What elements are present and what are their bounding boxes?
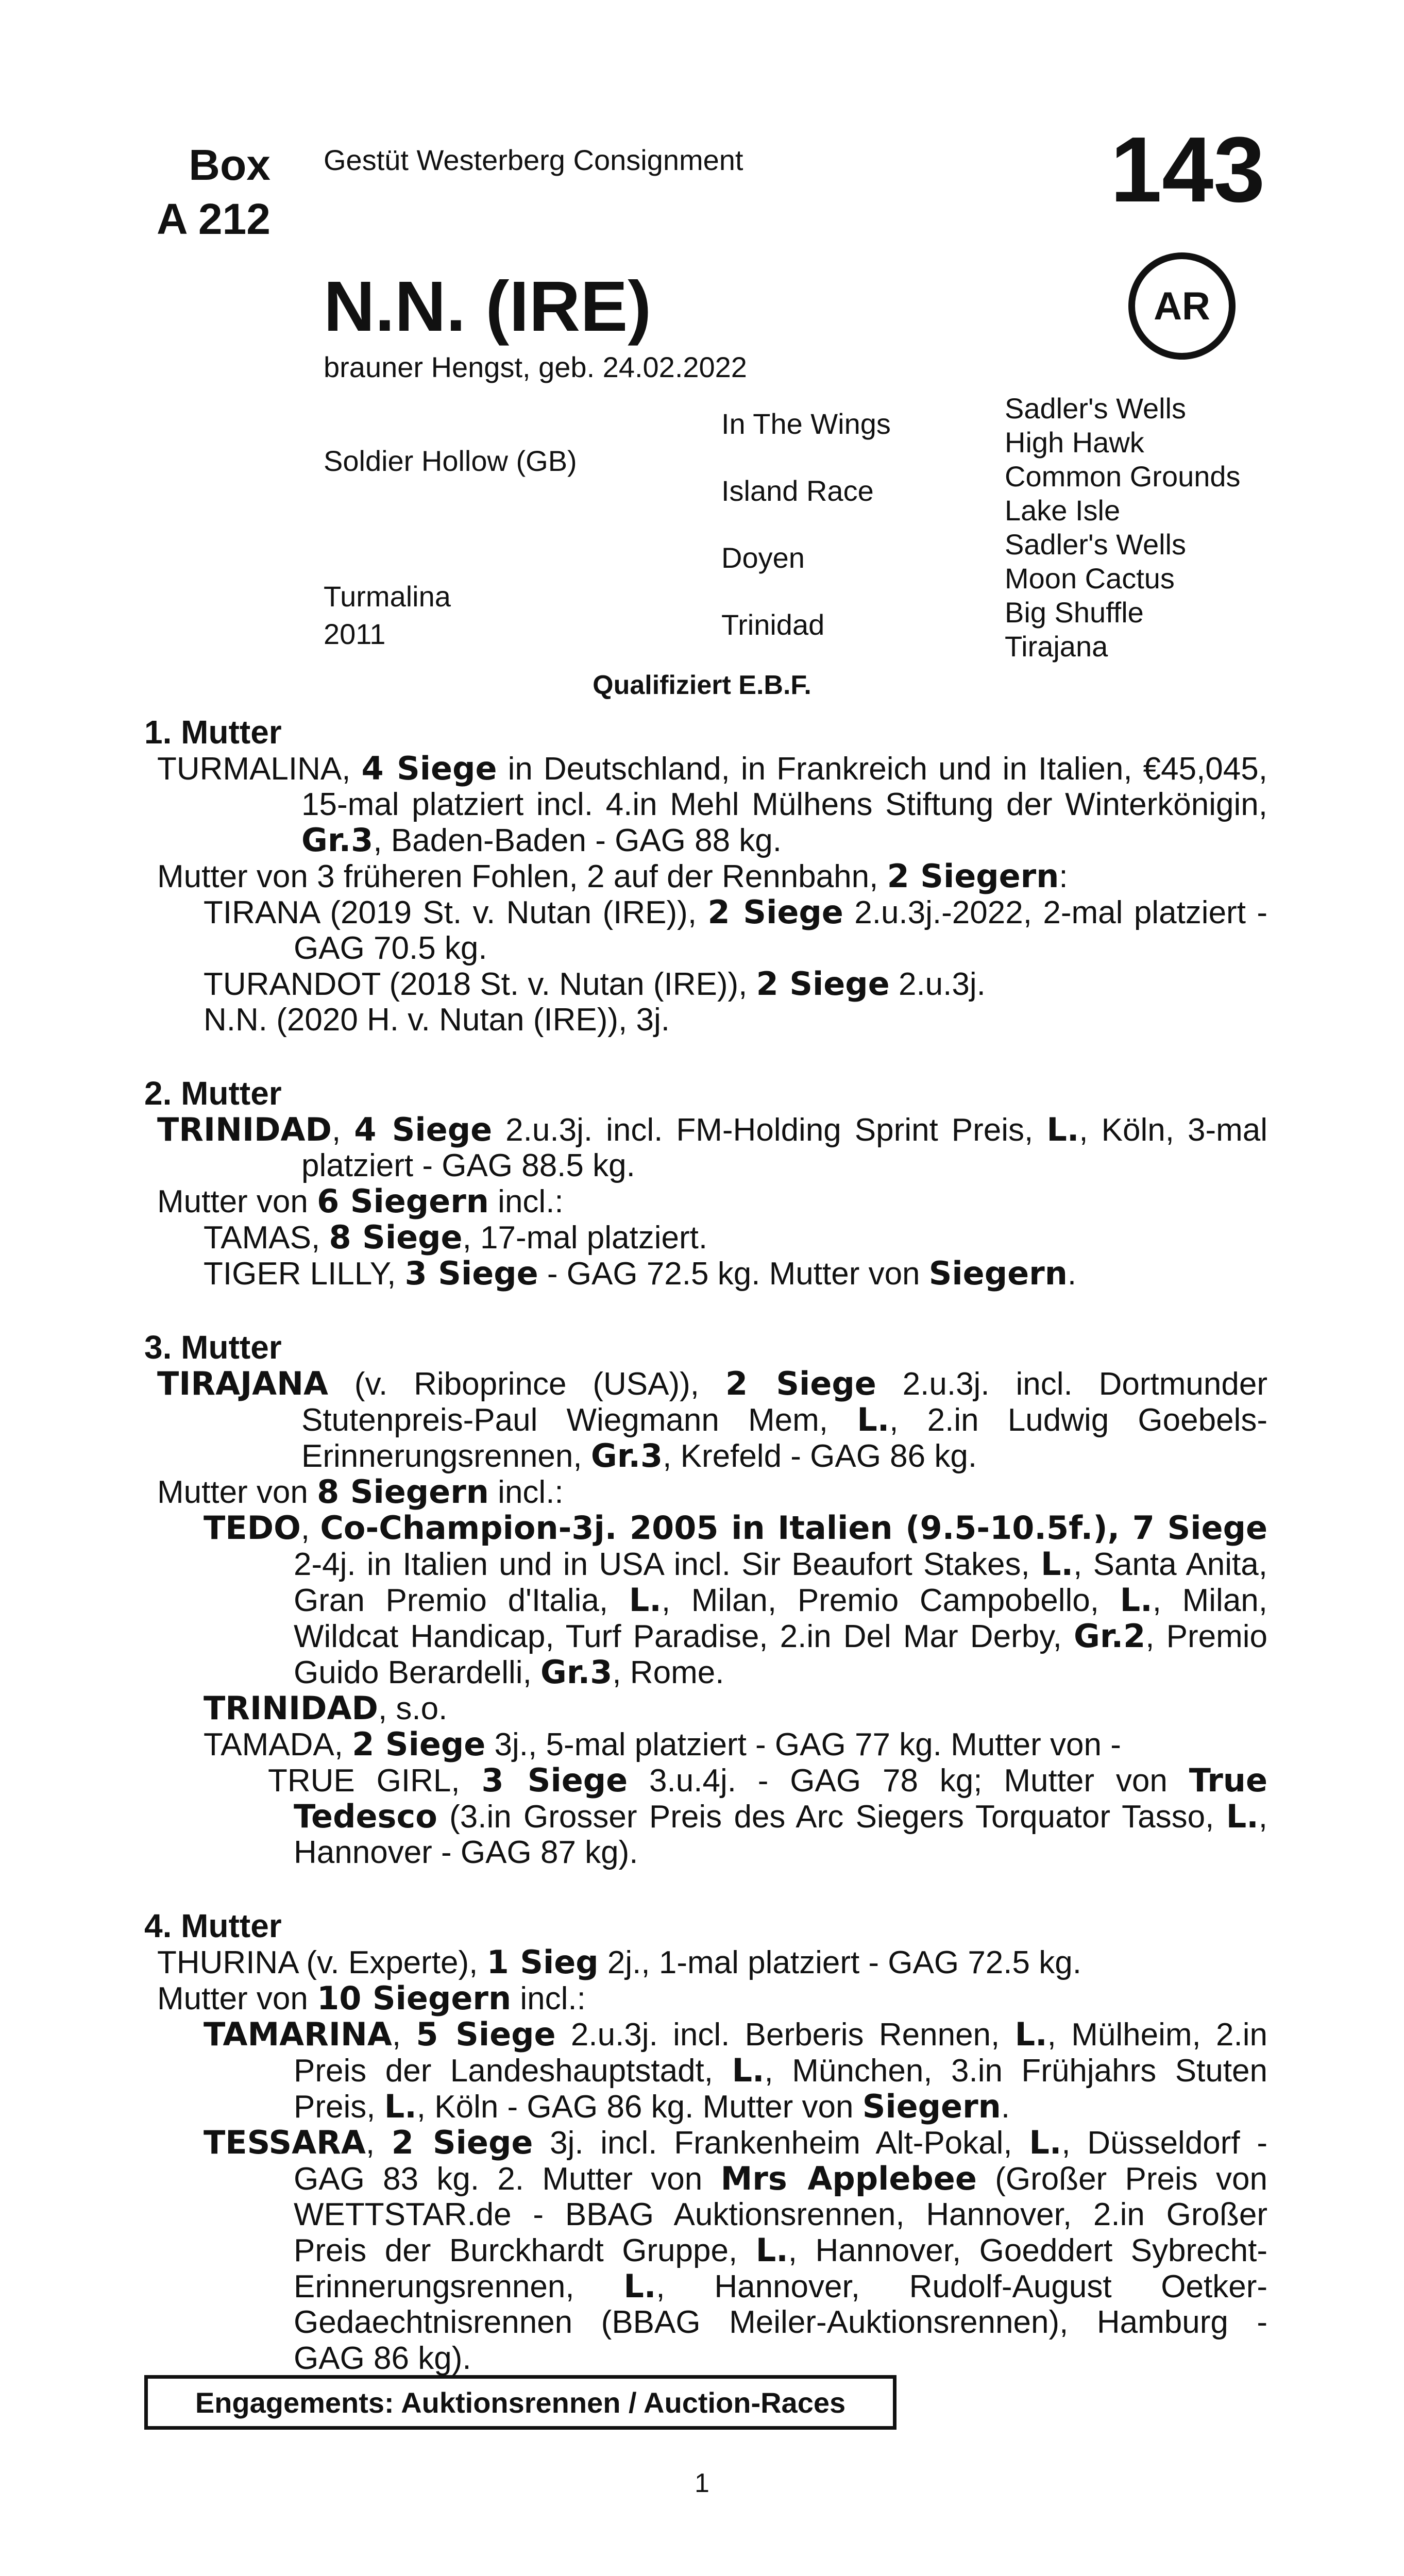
text: : (1059, 859, 1068, 894)
box-label: Box (189, 141, 270, 189)
pedigree-dam: Turmalina (324, 580, 451, 613)
offspring-entry (204, 966, 1267, 1002)
text: , München, 3.in Frühjahrs Stuten Preis, (294, 2053, 1268, 2125)
text: 2.u.3j. incl. FM-Holding Sprint Preis, (492, 1112, 1047, 1148)
bold-text: 2 Siege (756, 965, 890, 1003)
text: , Düsseldorf - GAG 83 kg. 2. Mutter von (294, 2125, 1267, 2197)
bold-text: 3 Siege (404, 1255, 538, 1292)
text: 2.u.3j. incl. Dortmunder Stutenpreis-Paul Wiegmann Mem, (301, 1366, 1267, 1438)
text: , Hannover, Goeddert Sybrecht-Erinnerungsrennen, (294, 2233, 1268, 2304)
pedigree-sire-dam: Island Race (721, 474, 874, 507)
qualification: Qualifiziert E.B.F. (593, 670, 811, 700)
text: , 2.in Ludwig Goebels-Erinnerungsrennen, (301, 1402, 1267, 1474)
bold-text: 4 Siege (361, 750, 497, 787)
bold-text: L. (629, 1581, 662, 1619)
dam-record (157, 750, 1267, 859)
lot-number: 143 (1110, 118, 1265, 222)
bold-text: True Tedesco (294, 1761, 1267, 1835)
text: Mutter von (157, 1475, 317, 1510)
text: Mutter von 3 früheren Fohlen, 2 auf der Rennbahn, (157, 859, 887, 894)
bold-text: 8 Siege (329, 1218, 463, 1256)
pedigree-gen3-item: Tirajana (1005, 630, 1108, 663)
text: TIGER LILLY, (204, 1256, 405, 1292)
engagements-box (144, 2375, 896, 2430)
text: , Köln - GAG 86 kg. Mutter von (416, 2089, 862, 2125)
bold-text: L. (1041, 1545, 1074, 1583)
offspring-entry (204, 1726, 1267, 1762)
text: incl.: (488, 1184, 564, 1219)
offspring-entry (204, 1509, 1268, 1691)
text: TIRANA (2019 St. v. Nutan (IRE)), (204, 895, 708, 930)
text: 2-4j. in Italien und in USA incl. Sir Beaufort Stakes, (294, 1547, 1041, 1582)
bold-text: L. (384, 2088, 417, 2125)
text: TAMADA, (204, 1727, 352, 1762)
dam-record (157, 1944, 1267, 1980)
text: , Baden-Baden - GAG 88 kg. (373, 823, 782, 858)
produce-summary (157, 1183, 1267, 1219)
bold-text: L. (623, 2267, 656, 2305)
text: , Hannover, Rudolf-August Oetker-Gedaechtnisrennen (BBAG Meiler-Auktionsrennen), Hamburg - GAG 86 kg). (294, 2269, 1267, 2376)
bold-text: 10 Siegern (317, 1979, 512, 2017)
text: , (300, 1511, 320, 1546)
pedigree-gen3-item: Sadler's Wells (1005, 528, 1186, 561)
bold-text: Gr.3 (301, 821, 374, 859)
text: TURMALINA, (157, 751, 362, 787)
bold-text: Gr.2 (1073, 1617, 1146, 1655)
text: in Deutschland, in Frankreich und in Italien, €45,045, 15-mal platziert incl. 4.in Mehl Mülhens Stiftung der Winterkönigin, (301, 751, 1267, 822)
text: (Großer Preis von WETTSTAR.de - BBAG Auktionsrennen, Hannover, 2.in Großer Preis der Burckhardt Gruppe, (294, 2161, 1267, 2268)
text: , Milan, Premio Campobello, (661, 1583, 1120, 1618)
bold-text: L. (1014, 2015, 1047, 2053)
box-number: A 212 (156, 195, 270, 243)
offspring-entry (268, 1761, 1267, 1870)
horse-description: brauner Hengst, geb. 24.02.2022 (324, 351, 747, 383)
pedigree-dam-dam: Trinidad (721, 608, 825, 641)
text: Mutter von (157, 1981, 317, 2016)
text: 3j., 5-mal platziert - GAG 77 kg. Mutter von - (485, 1727, 1121, 1762)
bold-text: Siegern (862, 2088, 1001, 2125)
bold-text: Co-Champion-3j. 2005 in Italien (9.5-10.5f.), 7 Siege (320, 1509, 1267, 1547)
offspring-entry (204, 1256, 1267, 1292)
pedigree-gen3-item: Moon Cactus (1005, 562, 1175, 595)
bold-text: 2 Siegern (887, 857, 1059, 895)
text: , Milan, Wildcat Handicap, Turf Paradise, 2.in Del Mar Derby, (294, 1583, 1268, 1654)
text: . (1001, 2089, 1010, 2125)
ar-badge-text: AR (1154, 284, 1210, 328)
produce-summary (157, 1980, 1267, 2016)
bold-text: L. (1046, 1111, 1079, 1148)
pedigree-gen3 (1005, 392, 1241, 664)
pedigree-sire-sire: In The Wings (721, 408, 891, 440)
bold-text: L. (732, 2052, 765, 2089)
text: . (1067, 1256, 1077, 1292)
pedigree-dam-year: 2011 (324, 618, 386, 650)
bold-text: L. (1029, 2124, 1062, 2161)
bold-text: TRINIDAD (204, 1689, 378, 1727)
bold-text: TESSARA (204, 2124, 366, 2161)
pedigree-gen3-item: Big Shuffle (1005, 596, 1144, 629)
produce-summary (157, 1474, 1267, 1510)
text: (3.in Grosser Preis des Arc Siegers Torquator Tasso, (437, 1799, 1226, 1835)
bold-text: 2 Siege (391, 2124, 533, 2161)
text: , 17-mal platziert. (462, 1220, 708, 1256)
bold-text: 2 Siege (707, 893, 843, 931)
text: - GAG 72.5 kg. Mutter von (538, 1256, 929, 1292)
text: THURINA (v. Experte), (157, 1945, 487, 1980)
offspring-entry: N.N. (2020 H. v. Nutan (IRE)), 3j. (204, 1002, 670, 1038)
bold-text: 3 Siege (481, 1761, 628, 1799)
pedigree-dam-sire: Doyen (721, 541, 805, 574)
text: 3.u.4j. - GAG 78 kg; Mutter von (628, 1763, 1189, 1799)
bold-text: L. (1120, 1581, 1153, 1619)
offspring-entry (204, 2015, 1268, 2125)
text: 2j., 1-mal platziert - GAG 72.5 kg. (598, 1945, 1081, 1980)
bold-text: 6 Siegern (317, 1182, 489, 1220)
section-title: 3. Mutter (144, 1329, 282, 1366)
text: TRUE GIRL, (268, 1763, 482, 1799)
text: (v. Riboprince (USA)), (328, 1366, 725, 1402)
text: , Krefeld - GAG 86 kg. (663, 1438, 977, 1474)
pedigree-sire: Soldier Hollow (GB) (324, 445, 577, 477)
bold-text: Gr.3 (540, 1653, 613, 1691)
offspring-entry (204, 2124, 1268, 2376)
text: , Hannover - GAG 87 kg). (294, 1799, 1267, 1870)
offspring-entry (204, 1690, 1267, 1726)
text: , (331, 1112, 354, 1148)
produce-summary (157, 858, 1267, 894)
text: , Köln, 3-mal platziert - GAG 88.5 kg. (301, 1112, 1267, 1183)
consignor: Gestüt Westerberg Consignment (324, 144, 743, 176)
text: , s.o. (378, 1691, 448, 1726)
offspring-entry (204, 893, 1267, 966)
bold-text: L. (1226, 1798, 1259, 1835)
bold-text: 2 Siege (352, 1725, 486, 1763)
section-title: 1. Mutter (144, 714, 282, 751)
text: 2.u.3j. incl. Berberis Rennen, (555, 2017, 1015, 2053)
pedigree-gen3-item: Lake Isle (1005, 494, 1121, 527)
engagements-text: Engagements: Auktionsrennen / Auction-Races (195, 2386, 846, 2419)
bold-text: TIRAJANA (157, 1365, 329, 1402)
text: , (392, 2017, 416, 2053)
pedigree-gen3-item: Sadler's Wells (1005, 392, 1186, 425)
text: 3j. incl. Frankenheim Alt-Pokal, (533, 2125, 1029, 2161)
horse-name: N.N. (IRE) (324, 267, 652, 346)
bold-text: 5 Siege (416, 2015, 556, 2053)
text: incl.: (488, 1475, 564, 1510)
bold-text: TEDO (204, 1509, 301, 1547)
bold-text: Gr.3 (590, 1437, 663, 1475)
bold-text: 2 Siege (725, 1365, 876, 1402)
text: TAMAS, (204, 1220, 329, 1256)
pedigree-gen3-item: High Hawk (1005, 426, 1144, 459)
pedigree-gen3-item: Common Grounds (1005, 460, 1241, 493)
bold-text: 4 Siege (354, 1111, 493, 1148)
pedigree-text (144, 714, 1267, 2376)
page-number: 1 (695, 2468, 709, 2498)
text: , Santa Anita, Gran Premio d'Italia, (294, 1547, 1267, 1618)
text: 2.u.3j. (889, 967, 986, 1002)
bold-text: TRINIDAD (157, 1111, 332, 1148)
bold-text: Siegern (928, 1255, 1068, 1292)
text: Mutter von (157, 1184, 317, 1219)
dam-record (157, 1365, 1267, 1475)
offspring-entry (204, 1219, 1267, 1256)
bold-text: Mrs Applebee (720, 2160, 977, 2197)
ar-badge (1128, 252, 1236, 360)
text: TURANDOT (2018 St. v. Nutan (IRE)), (204, 967, 756, 1002)
bold-text: L. (857, 1401, 890, 1438)
text: incl.: (511, 1981, 586, 2016)
bold-text: 1 Sieg (486, 1943, 599, 1981)
text: , Premio Guido Berardelli, (294, 1619, 1267, 1690)
section-title: 4. Mutter (144, 1907, 282, 1944)
bold-text: TAMARINA (204, 2015, 392, 2053)
text: , Mülheim, 2.in Preis der Landeshauptstadt, (294, 2017, 1267, 2089)
text: , Rome. (612, 1655, 724, 1690)
section-title: 2. Mutter (144, 1075, 282, 1112)
bold-text: L. (755, 2231, 788, 2269)
text: , (365, 2125, 392, 2161)
dam-record (157, 1111, 1267, 1183)
bold-text: 8 Siegern (317, 1473, 489, 1511)
text: 2.u.3j.-2022, 2-mal platziert - GAG 70.5 kg. (294, 895, 1267, 966)
